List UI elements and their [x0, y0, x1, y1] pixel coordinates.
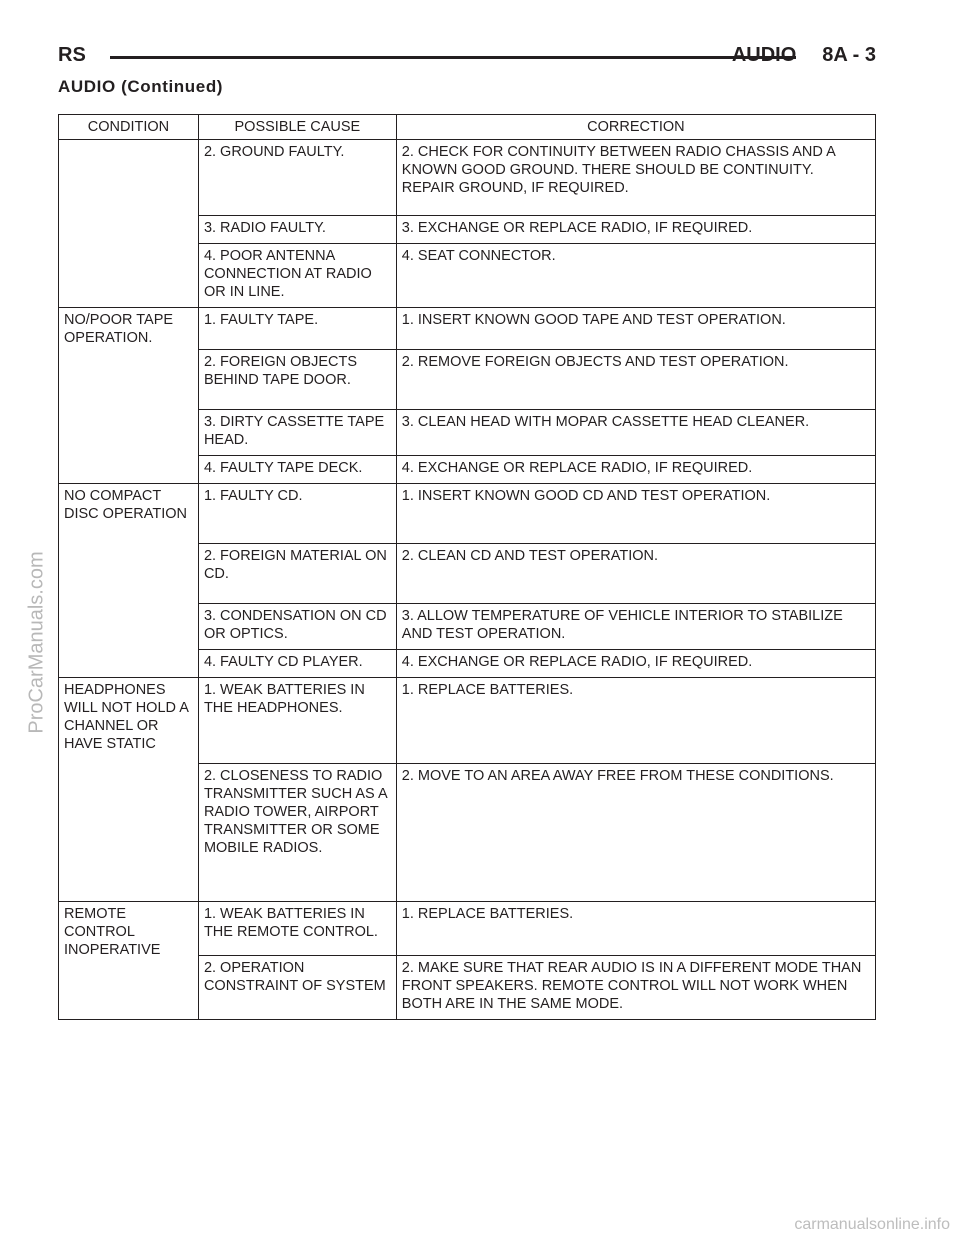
cause-cell: 2. FOREIGN OBJECTS BEHIND TAPE DOOR.	[198, 350, 396, 410]
correction-cell: 4. SEAT CONNECTOR.	[396, 244, 875, 308]
table-row	[59, 140, 876, 216]
header-rule	[110, 56, 796, 59]
correction-cell: 1. INSERT KNOWN GOOD CD AND TEST OPERATION.	[396, 484, 875, 544]
page-header	[58, 42, 876, 74]
condition-cell: NO/POOR TAPE OPERATION.	[59, 308, 199, 484]
side-watermark: ProCarManuals.com	[25, 550, 48, 734]
cause-cell: 1. WEAK BATTERIES IN THE HEADPHONES.	[198, 678, 396, 764]
column-header-condition: CONDITION	[59, 115, 199, 140]
cause-cell: 1. FAULTY TAPE.	[198, 308, 396, 350]
column-header-correction: CORRECTION	[396, 115, 875, 140]
correction-cell: 4. EXCHANGE OR REPLACE RADIO, IF REQUIRED.	[396, 456, 875, 484]
cause-cell: 2. OPERATION CONSTRAINT OF SYSTEM	[198, 956, 396, 1020]
correction-cell: 2. CLEAN CD AND TEST OPERATION.	[396, 544, 875, 604]
table-row	[59, 902, 876, 956]
cause-cell: 2. FOREIGN MATERIAL ON CD.	[198, 544, 396, 604]
cause-cell: 4. FAULTY CD PLAYER.	[198, 650, 396, 678]
correction-cell: 4. EXCHANGE OR REPLACE RADIO, IF REQUIRED.	[396, 650, 875, 678]
table-row	[59, 308, 876, 350]
cause-cell: 3. RADIO FAULTY.	[198, 216, 396, 244]
diagnosis-table	[58, 114, 876, 1020]
correction-cell: 2. MAKE SURE THAT REAR AUDIO IS IN A DIFFERENT MODE THAN FRONT SPEAKERS. REMOTE CONTROL WILL NOT WORK WHEN BOTH ARE IN THE SAME MODE.	[396, 956, 875, 1020]
correction-cell: 1. INSERT KNOWN GOOD TAPE AND TEST OPERATION.	[396, 308, 875, 350]
correction-cell: 3. EXCHANGE OR REPLACE RADIO, IF REQUIRED.	[396, 216, 875, 244]
cause-cell: 2. CLOSENESS TO RADIO TRANSMITTER SUCH AS A RADIO TOWER, AIRPORT TRANSMITTER OR SOME MOBILE RADIOS.	[198, 764, 396, 902]
footer-watermark: carmanualsonline.info	[794, 1216, 950, 1233]
table-row	[59, 678, 876, 764]
condition-cell: HEADPHONES WILL NOT HOLD A CHANNEL OR HAVE STATIC	[59, 678, 199, 902]
cause-cell: 2. GROUND FAULTY.	[198, 140, 396, 216]
condition-cell: REMOTE CONTROL INOPERATIVE	[59, 902, 199, 1020]
table-body	[59, 140, 876, 1020]
cause-cell: 4. POOR ANTENNA CONNECTION AT RADIO OR IN LINE.	[198, 244, 396, 308]
correction-cell: 3. ALLOW TEMPERATURE OF VEHICLE INTERIOR TO STABILIZE AND TEST OPERATION.	[396, 604, 875, 650]
vehicle-code: RS	[58, 44, 86, 66]
correction-cell: 2. CHECK FOR CONTINUITY BETWEEN RADIO CHASSIS AND A KNOWN GOOD GROUND. THERE SHOULD BE CONTINUITY. REPAIR GROUND, IF REQUIRED.	[396, 140, 875, 216]
correction-cell: 1. REPLACE BATTERIES.	[396, 678, 875, 764]
column-header-cause: POSSIBLE CAUSE	[198, 115, 396, 140]
table-row	[59, 484, 876, 544]
cause-cell: 3. DIRTY CASSETTE TAPE HEAD.	[198, 410, 396, 456]
correction-cell: 1. REPLACE BATTERIES.	[396, 902, 875, 956]
header-right	[732, 44, 876, 67]
correction-cell: 2. MOVE TO AN AREA AWAY FREE FROM THESE CONDITIONS.	[396, 764, 875, 902]
correction-cell: 3. CLEAN HEAD WITH MOPAR CASSETTE HEAD CLEANER.	[396, 410, 875, 456]
cause-cell: 4. FAULTY TAPE DECK.	[198, 456, 396, 484]
condition-cell	[59, 140, 199, 308]
table-header-row	[59, 115, 876, 140]
section-name: AUDIO	[731, 44, 797, 66]
page-number: 8A - 3	[822, 44, 876, 66]
condition-cell: NO COMPACT DISC OPERATION	[59, 484, 199, 678]
cause-cell: 1. FAULTY CD.	[198, 484, 396, 544]
cause-cell: 3. CONDENSATION ON CD OR OPTICS.	[198, 604, 396, 650]
continued-title: AUDIO (Continued)	[58, 77, 224, 96]
cause-cell: 1. WEAK BATTERIES IN THE REMOTE CONTROL.	[198, 902, 396, 956]
correction-cell: 2. REMOVE FOREIGN OBJECTS AND TEST OPERATION.	[396, 350, 875, 410]
